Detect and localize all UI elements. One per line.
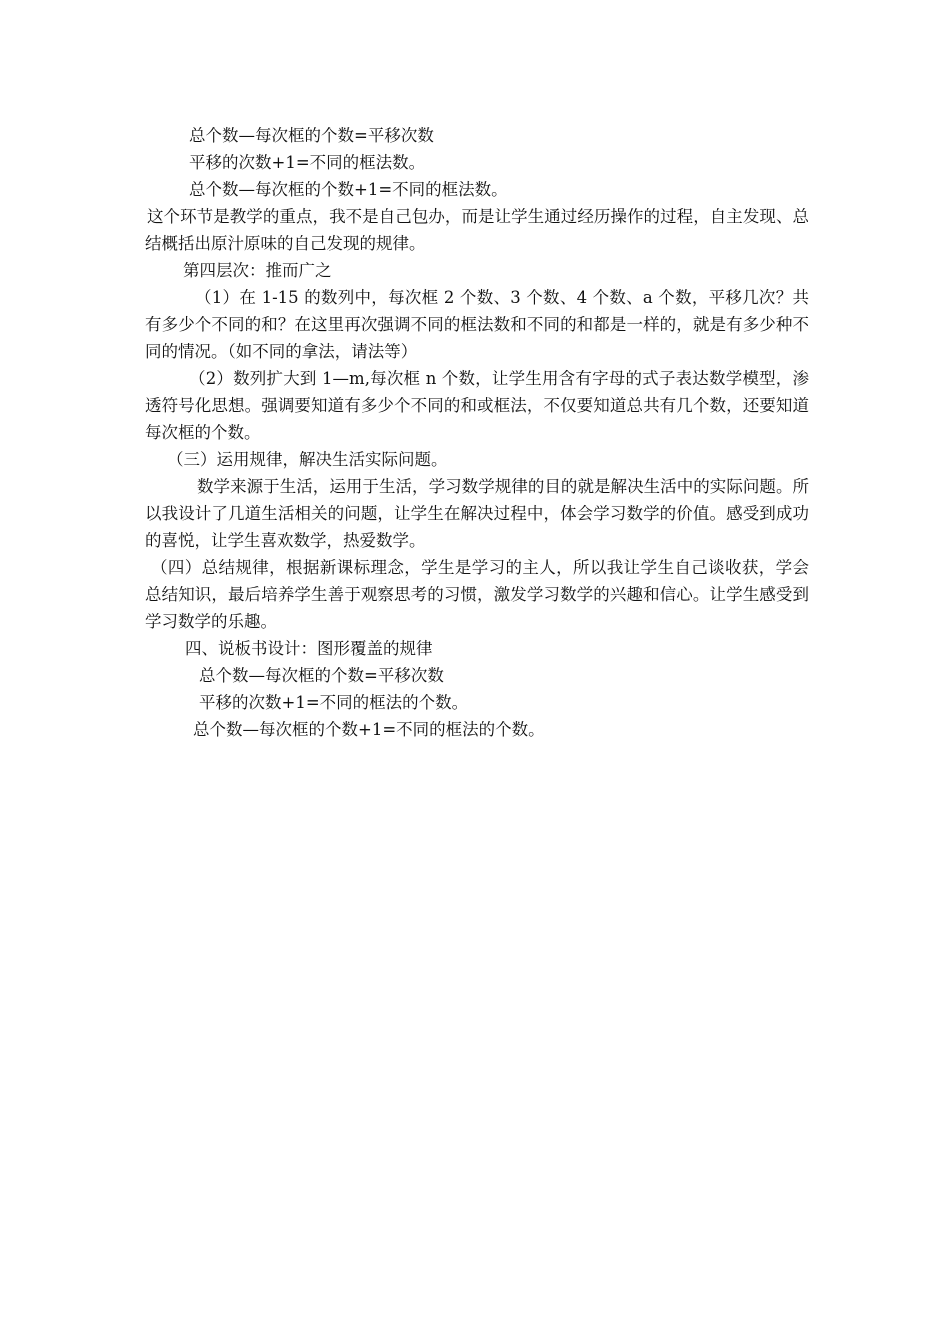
- formula-translation-count: 总个数—每次框的个数=平移次数: [189, 126, 434, 145]
- heading-board-design: 四、说板书设计：图形覆盖的规律: [185, 639, 433, 658]
- heading-section-three: （三）运用规律，解决生活实际问题。: [167, 450, 448, 469]
- paragraph-section-three-body: 数学来源于生活，运用于生活，学习数学规律的目的就是解决生活中的实际问题。所以我设计了几道生活相关的问题，让学生在解决过程中，体会学习数学的价值。感受到成功的喜悦，让学生喜欢数学，热爱数学。: [145, 477, 809, 550]
- board-formula-1: 总个数—每次框的个数=平移次数: [199, 666, 444, 685]
- paragraph-item-1: （1）在 1-15 的数列中，每次框 2 个数、3 个数、4 个数、a 个数，平移几次？共有多少个不同的和？在这里再次强调不同的框法数和不同的和都是一样的，就是有多少种不同的情况。（如不同的拿法，请法等）: [145, 288, 809, 361]
- formula-frame-methods: 平移的次数+1=不同的框法数。: [189, 153, 426, 172]
- formula-frame-methods-total: 总个数—每次框的个数+1=不同的框法数。: [189, 180, 508, 199]
- paragraph-section-four: （四）总结规律，根据新课标理念，学生是学习的主人，所以我让学生自己谈收获，学会总结知识，最后培养学生善于观察思考的习惯，激发学习数学的兴趣和信心。让学生感受到学习数学的乐趣。: [145, 558, 809, 631]
- heading-level-four: 第四层次：推而广之: [183, 261, 332, 280]
- paragraph-item-2: （2）数列扩大到 1—m,每次框 n 个数，让学生用含有字母的式子表达数学模型，渗透符号化思想。强调要知道有多少个不同的和或框法，不仅要知道总共有几个数，还要知道每次框的个数。: [145, 369, 809, 442]
- board-formula-3: 总个数—每次框的个数+1=不同的框法的个数。: [193, 720, 545, 739]
- paragraph-key-point: 这个环节是教学的重点，我不是自己包办，而是让学生通过经历操作的过程，自主发现、总结概括出原汁原味的自己发现的规律。: [145, 207, 809, 253]
- document-body: [145, 122, 809, 743]
- board-formula-2: 平移的次数+1=不同的框法的个数。: [199, 693, 469, 712]
